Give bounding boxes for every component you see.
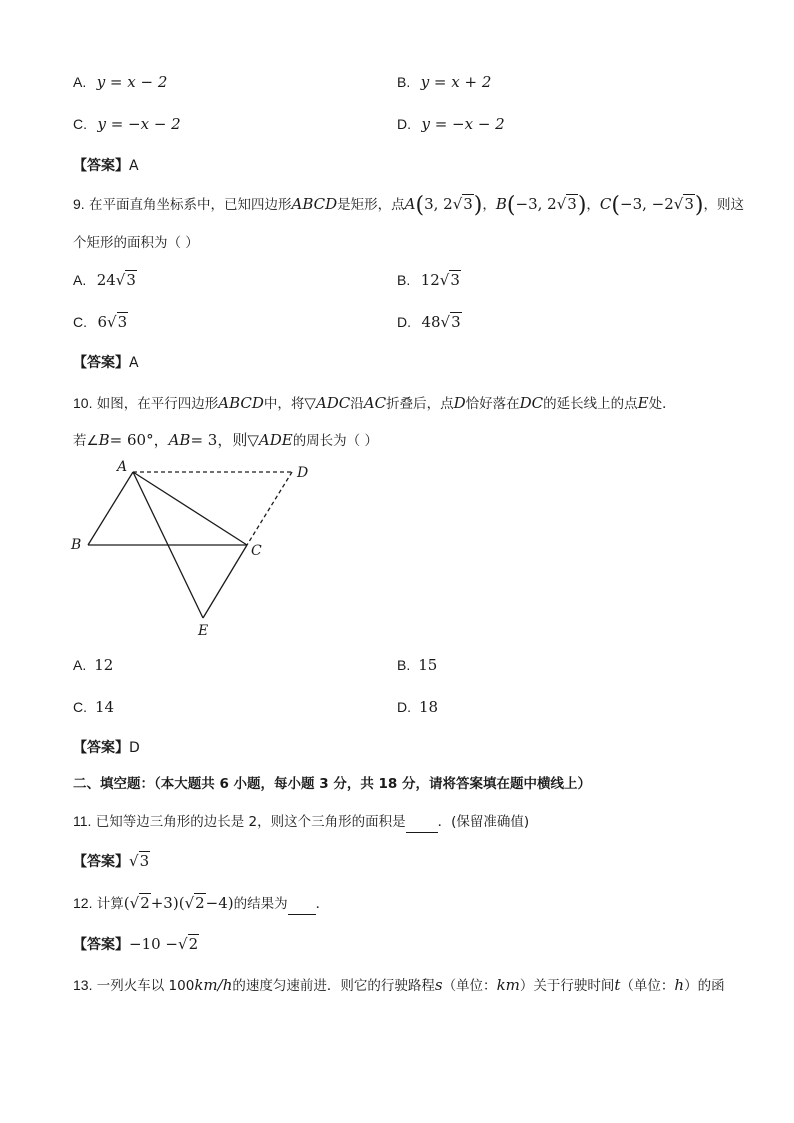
q10-answer: 【答案】D xyxy=(73,740,140,756)
label-d: D xyxy=(297,465,309,481)
q8-option-c xyxy=(73,114,181,135)
option-label: C. xyxy=(73,116,87,132)
answer-tag: 【答案】 xyxy=(73,158,129,174)
q8-answer xyxy=(73,155,139,175)
option-value: 24 xyxy=(96,271,116,289)
sqrt-3: √3 xyxy=(452,195,473,213)
sqrt-3: √3 xyxy=(440,313,461,331)
q12-stem: 12. 计算(√2+3)(√2−4)的结果为 ． xyxy=(73,893,329,915)
q9-option-a xyxy=(73,270,137,291)
label-c: C xyxy=(251,543,262,559)
option-label: A. xyxy=(73,74,87,90)
q12-answer: 【答案】−10 −√2 xyxy=(73,935,199,953)
label-e: E xyxy=(198,623,209,639)
q8-option-b xyxy=(397,72,491,93)
sqrt-3: √3 xyxy=(673,195,694,213)
q10-stem-line1: 10. 如图，在平行四边形ABCD中，将▽ADC沿AC折叠后，点D恰好落在DC的延长线上的点E处． xyxy=(73,394,676,412)
q10-stem-line2: 若∠B= 60°，AB= 3，则▽ADE的周长为（ ） xyxy=(73,431,378,449)
answer-blank xyxy=(406,812,438,833)
q9-answer xyxy=(73,352,139,372)
coord-b: −3, 2 xyxy=(515,195,557,213)
segment-ce xyxy=(203,545,247,618)
option-expression: y = x + 2 xyxy=(420,73,492,91)
q10-option-b: B. 15 xyxy=(397,656,438,674)
label-a: A xyxy=(117,459,128,475)
segment-dc-dashed xyxy=(247,472,292,545)
option-label: B. xyxy=(397,272,411,288)
point-b: B xyxy=(495,195,507,213)
option-label: A. xyxy=(73,272,87,288)
point-a: A xyxy=(404,195,416,213)
point-c: C xyxy=(599,195,612,213)
q9-option-c xyxy=(73,312,128,333)
q10-option-c: C. 14 xyxy=(73,698,115,716)
section-2-title: 二、填空题：（本大题共 6 小题，每小题 3 分，共 18 分，请将答案填在题中横线上） xyxy=(73,776,592,792)
q8-option-d xyxy=(397,114,505,135)
answer-value: A xyxy=(129,355,139,371)
option-label: B. xyxy=(397,74,411,90)
coord-c: −3, −2 xyxy=(620,195,674,213)
answer-value: A xyxy=(129,158,139,174)
stem-text: 在平面直角坐标系中，已知四边形 xyxy=(88,197,292,213)
question-number: 10. xyxy=(73,395,93,411)
q11-stem: 11. 已知等边三角形的边长是 2，则这个三角形的面积是 ．(保留准确值) xyxy=(73,811,529,833)
question-number: 9. xyxy=(73,196,85,212)
option-value: 6 xyxy=(97,313,107,331)
q11-answer: 【答案】√3 xyxy=(73,852,150,870)
q8-option-a xyxy=(73,72,167,93)
option-value: 48 xyxy=(421,313,441,331)
option-label: D. xyxy=(397,116,411,132)
q10-option-a: A. 12 xyxy=(73,656,114,674)
option-label: D. xyxy=(397,314,411,330)
q13-stem: 13. 一列火车以 100km/h的速度匀速前进．则它的行驶路程s（单位：km）关于行驶时间t（单位：h）的函 xyxy=(73,976,725,994)
q9-option-d xyxy=(397,312,462,333)
sqrt-3: √3 xyxy=(129,852,150,870)
option-label: C. xyxy=(73,314,87,330)
q9-option-b xyxy=(397,270,461,291)
sqrt-3: √3 xyxy=(439,271,460,289)
answer-blank xyxy=(288,894,316,915)
option-value: 12 xyxy=(420,271,440,289)
sqrt-3: √3 xyxy=(107,313,128,331)
coord-a: 3, 2 xyxy=(424,195,453,213)
q10-geometry-figure xyxy=(60,455,330,640)
q10-option-d: D. 18 xyxy=(397,698,439,716)
sqrt-3: √3 xyxy=(556,195,577,213)
segment-ab xyxy=(88,472,133,545)
sqrt-3: √3 xyxy=(115,271,136,289)
stem-text: 是矩形，点 xyxy=(337,197,405,213)
option-expression: y = −x − 2 xyxy=(97,115,181,133)
q9-stem-line1: 9. 在平面直角坐标系中，已知四边形ABCD是矩形，点A(3, 2√3)，B(−3, 2√3)，C(−3, −2√3)，则这 xyxy=(73,193,744,218)
answer-tag: 【答案】 xyxy=(73,355,129,371)
label-b: B xyxy=(71,537,82,553)
stem-text: ，则这 xyxy=(703,197,744,213)
option-expression: y = −x − 2 xyxy=(421,115,505,133)
q9-stem-line2: 个矩形的面积为（ ） xyxy=(73,235,199,251)
math-abcd: ABCD xyxy=(291,195,338,213)
option-expression: y = x − 2 xyxy=(96,73,168,91)
